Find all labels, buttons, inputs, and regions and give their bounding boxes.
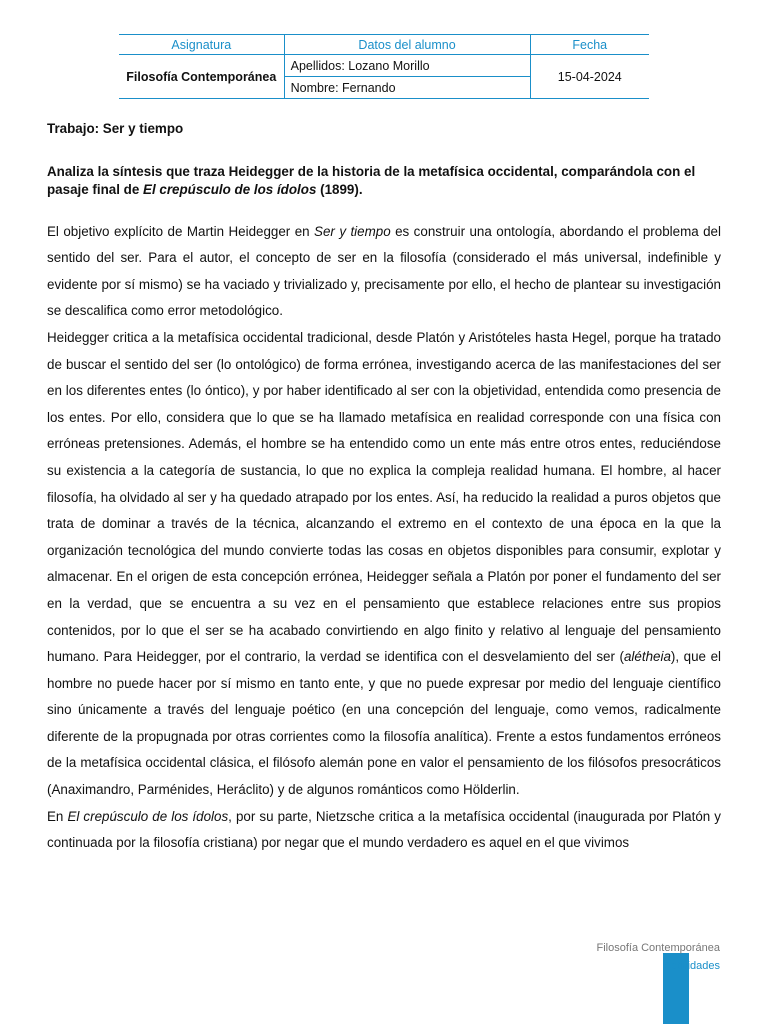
- date-value: 15-04-2024: [530, 55, 649, 99]
- paragraph-2-text-a: Heidegger critica a la metafísica occidental tradicional, desde Platón y Aristóteles hasta Hegel, porque ha tratado de buscar el sentido del ser (lo ontológico) de forma errónea, investigando acerca de las manifestaciones del ser en los diferentes entes (lo óntico), y por haber identificado al ser con la objetividad, entendida como presencia de los entes. Por ello, considera que lo que se ha llamado metafísica en realidad corresponde con una física con erróneas pretensiones. Además, el hombre se ha entendido como un ente más entre otros entes, reduciéndose su existencia a la categoría de sustancia, lo que no explica la compleja realidad humana. El hombre, al hacer filosofía, ha olvidado al ser y ha quedado atrapado por los entes. Así, ha reducido la realidad a puros objetos que trata de dominar a través de la técnica, alcanzando el extremo en el contexto de una época en la que la organización tecnológica del mundo convierte todas las cosas en objetos disponibles para consumir, explotar y almacenar. En el origen de esta concepción errónea, Heidegger señala a Platón por poner el fundamento del ser en la verdad, que se encuentra a su vez en el pensamiento que establece relaciones entre sus propios contenidos, por lo que el ser se ha acabado convirtiendo en algo finito y relativo al lenguaje del pensamiento humano. Para Heidegger, por el contrario, la verdad se identifica con el desvelamiento del ser (: [47, 329, 721, 665]
- work-title: Trabajo: Ser y tiempo: [47, 121, 184, 136]
- paragraph-3-text-a: En: [47, 808, 68, 824]
- paragraph-2-italic: alétheia: [623, 649, 671, 665]
- question-book-title: El crepúsculo de los ídolos: [143, 181, 317, 197]
- document-body: [47, 116, 721, 857]
- paragraph-3-italic: El crepúsculo de los ídolos: [67, 808, 229, 824]
- paragraph-1: [47, 219, 721, 325]
- paragraph-2-text-b: ), que el hombre no puede hacer por sí mismo en tanto ente, y que no puede expresar por medio del lenguaje científico sino únicamente a través del lenguaje poético (en una concepción del lenguaje, como vemos, radicalmente diferente de la propugnada por otras corrientes como la filosofía analítica). Frente a estos fundamentos erróneos de la metafísica occidental clásica, el filósofo alemán pone en valor el pensamiento de los filósofos presocráticos (Anaximandro, Parménides, Heráclito) y de algunos románticos como Hölderlin.: [47, 649, 721, 798]
- footer-subject: Filosofía Contemporánea: [596, 942, 720, 954]
- header-student-label: Datos del alumno: [284, 35, 530, 55]
- paragraph-3-text-b: , por su parte, Nietzsche critica a la metafísica occidental (inaugurada por Platón y continuada por la filosofía cristiana) por negar que el mundo verdadero es aquel en el que vivimos: [47, 808, 721, 851]
- header-table: [119, 34, 649, 99]
- surname-value: Apellidos: Lozano Morillo: [284, 55, 530, 77]
- header-values-row-1: [119, 55, 649, 77]
- paragraph-1-italic: Ser y tiempo: [314, 223, 391, 239]
- subject-value: Filosofía Contemporánea: [119, 55, 284, 99]
- name-value: Nombre: Fernando: [284, 77, 530, 99]
- header-row: [119, 35, 649, 55]
- paragraph-1-text-a: El objetivo explícito de Martin Heidegger en: [47, 223, 315, 239]
- paragraph-2: [47, 325, 721, 804]
- page-footer: [596, 939, 720, 975]
- footer-section: Actividades: [663, 960, 720, 972]
- header-subject-label: Asignatura: [119, 35, 284, 55]
- question-text-before: Analiza la síntesis que traza Heidegger de la historia de la metafísica occidental, comparándola con el pasaje final de: [47, 163, 696, 197]
- question-prompt: [47, 163, 721, 199]
- paragraph-1-text-b: es construir una ontología, abordando el problema del sentido del ser. Para el autor, el concepto de ser en la filosofía (considerado el más universal, indefinible y evidente por sí mismo) se ha vaciado y trivializado y, precisamente por ello, el hecho de plantear su investigación se descalifica como error metodológico.: [47, 223, 721, 319]
- header-date-label: Fecha: [530, 35, 649, 55]
- question-text-after: (1899).: [316, 181, 363, 197]
- paragraph-3: [47, 804, 721, 857]
